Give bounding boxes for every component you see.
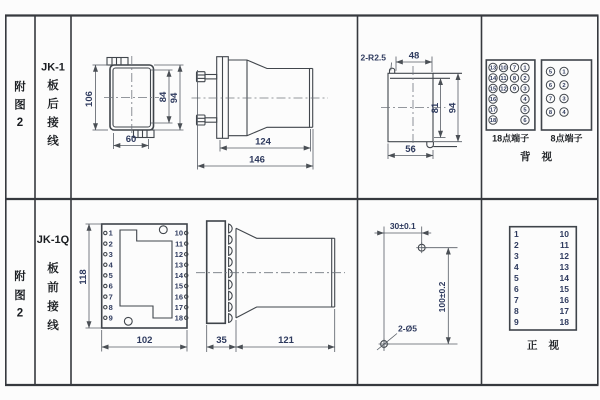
svg-text:1: 1	[108, 228, 113, 238]
slot-note	[361, 53, 392, 71]
fig-char: 2	[16, 307, 24, 320]
terminal-numbers-8	[549, 70, 567, 117]
dim-text: 94	[169, 92, 180, 104]
svg-text:3: 3	[108, 249, 113, 259]
front-right-terminals	[175, 229, 188, 323]
dim-124	[220, 129, 311, 152]
dim-text: 60	[125, 134, 137, 145]
svg-text:12: 12	[500, 86, 507, 93]
svg-text:7: 7	[108, 292, 113, 302]
dim-text: 106	[84, 91, 95, 107]
svg-text:17: 17	[559, 305, 569, 316]
jk1q-drilling-plan	[375, 221, 458, 351]
svg-text:3: 3	[514, 251, 519, 261]
slot-note-text: 2-R2.5	[360, 52, 387, 63]
svg-text:2: 2	[523, 76, 527, 83]
dim-121	[236, 309, 335, 352]
table-left-column	[514, 229, 519, 327]
dim-text: 30±0.1	[389, 221, 416, 231]
svg-text:15: 15	[489, 86, 497, 93]
wiring-char: 后	[47, 98, 59, 111]
terminal-label-18: 18点端子	[492, 133, 530, 144]
svg-text:17: 17	[489, 107, 497, 114]
svg-text:18: 18	[489, 118, 497, 125]
jk1q-side-view	[196, 221, 345, 352]
svg-text:6: 6	[548, 83, 553, 90]
table-right-column	[560, 229, 570, 327]
svg-text:5: 5	[523, 107, 527, 114]
figure-label-top	[14, 80, 26, 130]
svg-text:2: 2	[108, 239, 113, 249]
wiring-char: 接	[47, 117, 59, 129]
svg-text:15: 15	[174, 281, 183, 291]
dim-text: 84	[158, 91, 169, 103]
svg-text:18: 18	[559, 316, 569, 327]
svg-text:6: 6	[514, 283, 519, 294]
jk1-panel-cutout	[361, 51, 463, 160]
svg-text:7: 7	[514, 294, 519, 305]
terminal-block-top	[107, 58, 128, 66]
wiring-char: 接	[47, 301, 59, 313]
jk1-rear-view	[84, 56, 184, 149]
front-view-label: 正 视	[527, 339, 563, 352]
mounting-hole	[124, 317, 132, 325]
dim-text: 118	[78, 269, 89, 285]
svg-text:16: 16	[489, 97, 497, 104]
svg-text:6: 6	[523, 118, 527, 125]
svg-text:7: 7	[512, 65, 517, 72]
front-terminal-table	[510, 227, 577, 352]
svg-text:14: 14	[489, 76, 497, 83]
svg-text:12: 12	[559, 251, 569, 261]
front-left-terminals	[104, 229, 114, 323]
svg-text:8: 8	[108, 302, 113, 312]
dim-30	[375, 221, 432, 233]
svg-text:9: 9	[108, 313, 113, 323]
pcb-contour	[120, 230, 172, 318]
svg-text:14: 14	[174, 271, 183, 281]
wiring-char: 前	[47, 282, 59, 294]
dim-text: 94	[447, 102, 459, 114]
dim-text: 121	[278, 335, 294, 346]
svg-text:8: 8	[514, 305, 519, 316]
wiring-char: 板	[47, 80, 59, 92]
dim-60	[114, 133, 149, 149]
fig-char: 图	[14, 290, 26, 302]
terminal-label-8: 8点端子	[550, 133, 583, 144]
svg-text:5: 5	[108, 271, 113, 281]
figure-label-bottom	[14, 269, 26, 320]
mounting-slot-bottom	[427, 142, 434, 148]
fig-char: 附	[14, 81, 26, 94]
dim-35	[207, 320, 236, 352]
svg-text:10: 10	[559, 229, 569, 239]
svg-text:13: 13	[174, 260, 183, 270]
mounting-slot-top	[390, 68, 395, 73]
dim-48	[396, 51, 432, 73]
terminal-view-8pt	[542, 60, 592, 144]
wiring-char: 线	[47, 320, 59, 332]
svg-text:4: 4	[523, 97, 527, 104]
dim-146	[198, 70, 314, 170]
dim-text: 81	[429, 102, 441, 114]
svg-text:8: 8	[512, 76, 517, 83]
svg-text:4: 4	[514, 261, 519, 272]
model-name: JK-1	[41, 61, 65, 74]
mounting-hole	[159, 226, 167, 234]
svg-text:5: 5	[548, 69, 553, 76]
dim-text: 56	[405, 144, 416, 155]
svg-text:11: 11	[175, 239, 183, 249]
svg-text:14: 14	[559, 272, 569, 283]
dim-text: 124	[255, 136, 271, 148]
svg-text:1: 1	[523, 65, 527, 72]
wiring-char: 板	[47, 263, 59, 275]
svg-text:17: 17	[174, 302, 183, 312]
dim-text: 35	[216, 335, 227, 346]
svg-text:16: 16	[559, 294, 569, 305]
terminal-view-18pt	[486, 60, 535, 144]
svg-text:4: 4	[562, 110, 566, 117]
dim-102	[102, 330, 187, 352]
dim-56	[388, 144, 433, 160]
terminal-circles-18	[489, 63, 529, 124]
dim-81	[430, 78, 446, 137]
model-wiring-label-top	[41, 62, 65, 148]
svg-text:9: 9	[512, 86, 517, 93]
mounting-stud	[197, 72, 217, 82]
terminal-block-bottom	[134, 130, 155, 138]
wiring-char: 线	[47, 135, 59, 148]
front-flange	[207, 221, 226, 323]
hole-note	[377, 324, 417, 351]
dim-100	[437, 248, 448, 344]
rear-view-label: 背 视	[520, 151, 556, 163]
svg-text:2: 2	[562, 83, 566, 90]
svg-text:3: 3	[562, 96, 566, 103]
dim-118	[78, 224, 102, 328]
model-wiring-label-bottom	[37, 234, 70, 332]
svg-text:10: 10	[500, 65, 507, 72]
svg-text:1: 1	[562, 69, 566, 76]
jk1-side-view	[192, 57, 329, 170]
dim-text: 100±0.2	[437, 281, 447, 313]
svg-text:6: 6	[108, 281, 113, 291]
svg-text:12: 12	[174, 249, 183, 259]
fig-char: 图	[14, 99, 26, 112]
svg-text:5: 5	[514, 272, 519, 283]
svg-text:4: 4	[108, 260, 113, 270]
svg-text:11: 11	[560, 240, 569, 250]
svg-text:13: 13	[559, 261, 569, 272]
mounting-stud	[197, 115, 217, 125]
svg-text:10: 10	[174, 228, 183, 238]
dim-text: 146	[249, 154, 265, 166]
svg-text:8: 8	[548, 110, 553, 117]
svg-text:18: 18	[174, 313, 183, 323]
fig-char: 附	[14, 271, 26, 283]
svg-text:9: 9	[514, 316, 519, 327]
model-name: JK-1Q	[36, 234, 70, 246]
svg-text:1: 1	[514, 229, 519, 239]
svg-text:7: 7	[548, 96, 553, 103]
svg-text:15: 15	[559, 283, 569, 294]
svg-text:13: 13	[489, 65, 497, 72]
jk1q-front-view	[78, 224, 188, 352]
fig-char: 2	[16, 117, 24, 129]
terminal-bumps	[229, 224, 233, 322]
dim-text: 48	[408, 50, 420, 62]
svg-text:11: 11	[500, 76, 507, 83]
svg-text:2: 2	[514, 240, 519, 250]
svg-text:3: 3	[523, 86, 527, 93]
hole-note-text: 2-Ø5	[398, 323, 417, 334]
dim-text: 102	[136, 335, 153, 346]
svg-text:16: 16	[174, 292, 183, 302]
